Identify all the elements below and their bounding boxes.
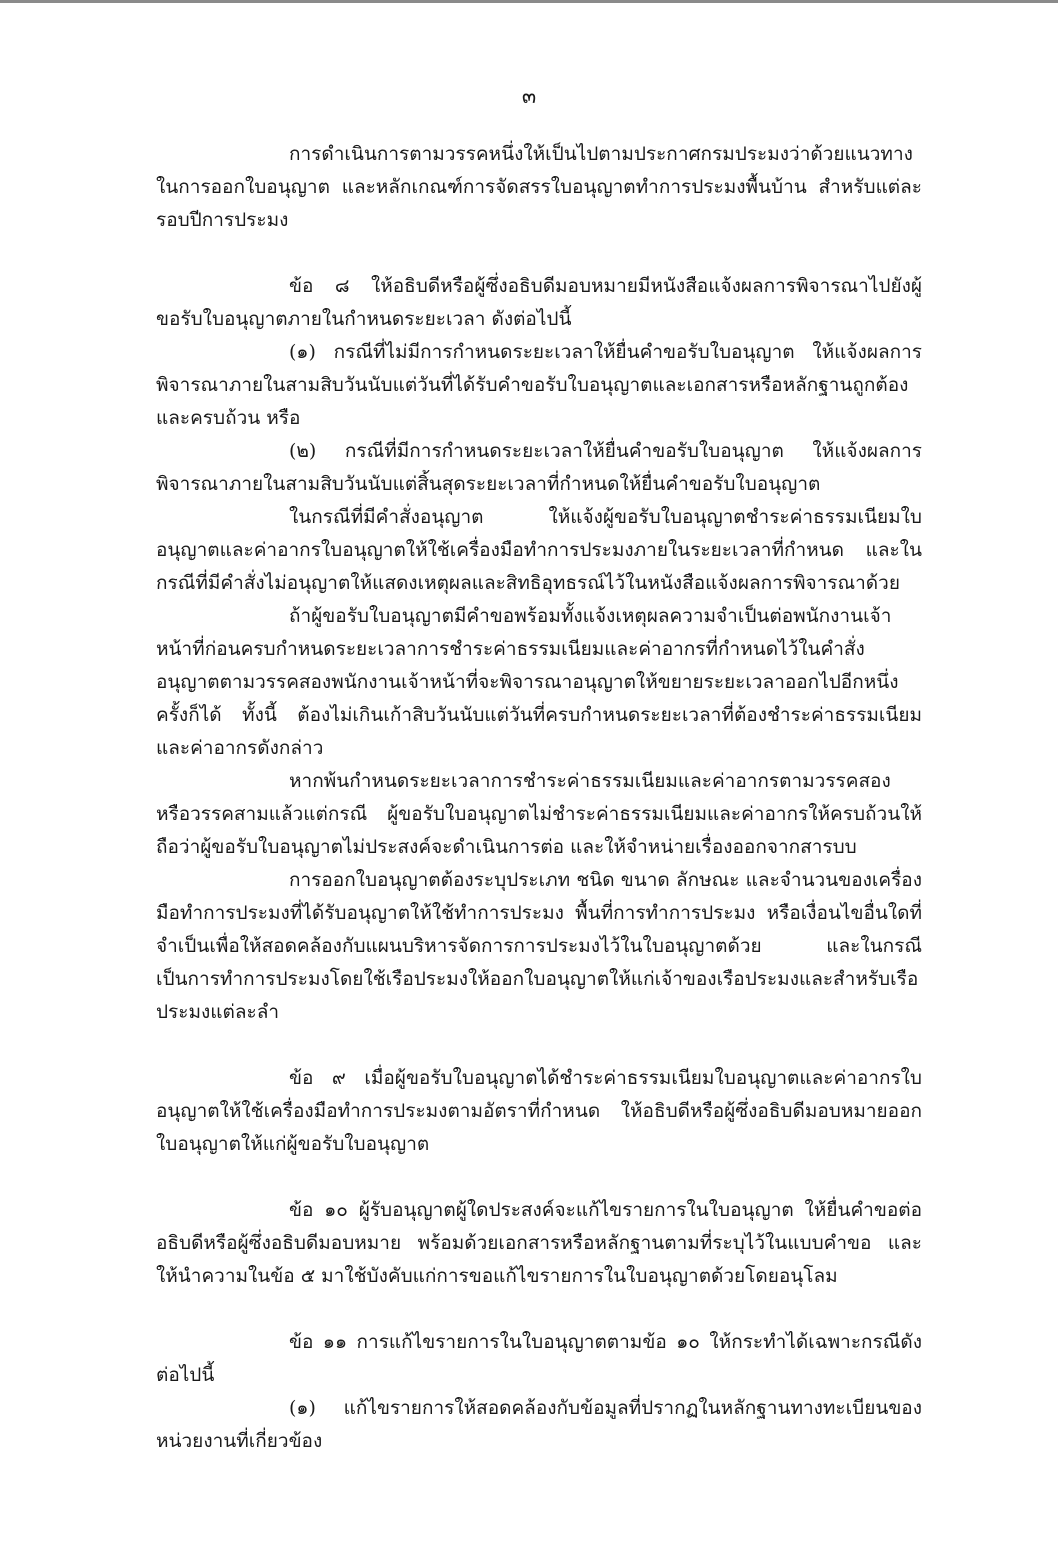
- paragraph-nonpayment: หากพ้นกำหนดระยะเวลาการชำระค่าธรรมเนียมและค่าอากรตามวรรคสองหรือวรรคสามแล้วแต่กรณี ผู้ขอรับใบอนุญาตไม่ชำระค่าธรรมเนียมและค่าอากรให้ครบถ้วนให้ถือว่าผู้ขอรับใบอนุญาตไม่ประสงค์จะดำเนินการต่อ และให้จำหน่ายเรื่องออกจากสารบบ: [156, 770, 922, 858]
- paragraph-extension-request: ถ้าผู้ขอรับใบอนุญาตมีคำขอพร้อมทั้งแจ้งเหตุผลความจำเป็นต่อพนักงานเจ้าหน้าที่ก่อนครบกำหนดระยะเวลาการชำระค่าธรรมเนียมและค่าอากรที่กำหนดไว้ในคำสั่งอนุญาตตามวรรคสองพนักงานเจ้าหน้าที่จะพิจารณาอนุญาตให้ขยายระยะเวลาออกไปอีกหนึ่งครั้งก็ได้ ทั้งนี้ ต้องไม่เกินเก้าสิบวันนับแต่วันที่ครบกำหนดระยะเวลาที่ต้องชำระค่าธรรมเนียมและค่าอากรดังกล่าว: [156, 605, 922, 759]
- paragraph-clause-8: ข้อ ๘ ให้อธิบดีหรือผู้ซึ่งอธิบดีมอบหมายมีหนังสือแจ้งผลการพิจารณาไปยังผู้ขอรับใบอนุญาตภายในกำหนดระยะเวลา ดังต่อไปนี้: [156, 275, 922, 330]
- paragraph-clause-8-item-1: (๑) กรณีที่ไม่มีการกำหนดระยะเวลาให้ยื่นคำขอรับใบอนุญาต ให้แจ้งผลการพิจารณาภายในสามสิบวันนับแต่วันที่ได้รับคำขอรับใบอนุญาตและเอกสารหรือหลักฐานถูกต้องและครบถ้วน หรือ: [156, 341, 922, 429]
- paragraph-clause-11-item-1: (๑) แก้ไขรายการให้สอดคล้องกับข้อมูลที่ปรากฏในหลักฐานทางทะเบียนของหน่วยงานที่เกี่ยวข้อง: [156, 1397, 922, 1452]
- paragraph-permission-order: ในกรณีที่มีคำสั่งอนุญาต ให้แจ้งผู้ขอรับใบอนุญาตชำระค่าธรรมเนียมใบอนุญาตและค่าอากรใบอนุญาตให้ใช้เครื่องมือทำการประมงภายในระยะเวลาที่กำหนด และในกรณีที่มีคำสั่งไม่อนุญาตให้แสดงเหตุผลและสิทธิอุทธรณ์ไว้ในหนังสือแจ้งผลการพิจารณาด้วย: [156, 506, 922, 594]
- paragraph-clause-8-item-2: (๒) กรณีที่มีการกำหนดระยะเวลาให้ยื่นคำขอรับใบอนุญาต ให้แจ้งผลการพิจารณาภายในสามสิบวันนับแต่สิ้นสุดระยะเวลาที่กำหนดให้ยื่นคำขอรับใบอนุญาต: [156, 440, 922, 495]
- paragraph-announcement-reference: การดำเนินการตามวรรคหนึ่งให้เป็นไปตามประกาศกรมประมงว่าด้วยแนวทางในการออกใบอนุญาต และหลักเกณฑ์การจัดสรรใบอนุญาตทำการประมงพื้นบ้าน สำหรับแต่ละรอบปีการประมง: [156, 143, 922, 231]
- paragraph-license-details: การออกใบอนุญาตต้องระบุประเภท ชนิด ขนาด ลักษณะ และจำนวนของเครื่องมือทำการประมงที่ได้รับอนุญาตให้ใช้ทำการประมง พื้นที่การทำการประมง หรือเงื่อนไขอื่นใดที่จำเป็นเพื่อให้สอดคล้องกับแผนบริหารจัดการการประมงไว้ในใบอนุญาตด้วย และในกรณีเป็นการทำการประมงโดยใช้เรือประมงให้ออกใบอนุญาตให้แก่เจ้าของเรือประมงและสำหรับเรือประมงแต่ละลำ: [156, 869, 922, 1023]
- top-border-line: [0, 0, 1058, 3]
- document-body: [156, 138, 922, 1458]
- paragraph-clause-11: ข้อ ๑๑ การแก้ไขรายการในใบอนุญาตตามข้อ ๑๐ ให้กระทำได้เฉพาะกรณีดังต่อไปนี้: [156, 1331, 922, 1386]
- paragraph-clause-9: ข้อ ๙ เมื่อผู้ขอรับใบอนุญาตได้ชำระค่าธรรมเนียมใบอนุญาตและค่าอากรใบอนุญาตให้ใช้เครื่องมือทำการประมงตามอัตราที่กำหนด ให้อธิบดีหรือผู้ซึ่งอธิบดีมอบหมายออกใบอนุญาตให้แก่ผู้ขอรับใบอนุญาต: [156, 1067, 922, 1155]
- page-number: ๓: [521, 84, 537, 108]
- paragraph-clause-10: ข้อ ๑๐ ผู้รับอนุญาตผู้ใดประสงค์จะแก้ไขรายการในใบอนุญาต ให้ยื่นคำขอต่ออธิบดีหรือผู้ซึ่งอธิบดีมอบหมาย พร้อมด้วยเอกสารหรือหลักฐานตามที่ระบุไว้ในแบบคำขอ และให้นำความในข้อ ๕ มาใช้บังคับแก่การขอแก้ไขรายการในใบอนุญาตด้วยโดยอนุโลม: [156, 1199, 922, 1287]
